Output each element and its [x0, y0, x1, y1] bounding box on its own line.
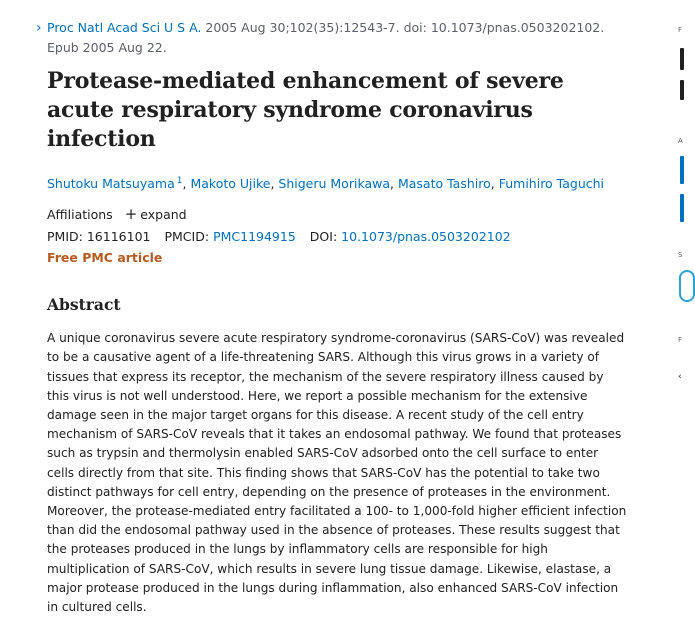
pmcid-link[interactable]: PMC1194915 [213, 229, 296, 245]
sidebar-letter: F [678, 336, 683, 344]
sidebar-button-dark[interactable] [680, 80, 684, 100]
author-link[interactable]: Shigeru Morikawa [278, 176, 391, 192]
citation [36, 18, 627, 57]
article-title: Protease-mediated enhancement of severe acute respiratory syndrome coronavirus infection [47, 68, 564, 152]
affiliation-ref[interactable]: 1 [176, 176, 183, 186]
sidebar-letter: A [678, 137, 683, 145]
pmid-value: 16116101 [86, 229, 151, 245]
affiliations-row [47, 205, 627, 224]
pmid-label: PMID: [47, 229, 83, 245]
abstract-text: A unique coronavirus severe acute respiratory syndrome-coronavirus (SARS-CoV) was revealed to be a causative agent of a life-threatening SARS. Although this virus grows in a variety of tissues that express its receptor, the mechanism of the severe respiratory illness caused by this virus is not well understood. Here, we report a possible mechanism for the extensive damage seen in the major target organs for this disease. A recent study of the cell entry mechanism of SARS-CoV reveals that it takes an endosomal pathway. We found that proteases such as trypsin and thermolysin enabled SARS-CoV adsorbed onto the cell surface to enter cells directly from that site. This finding shows that SARS-CoV has the potential to take two distinct pathways for cell entry, depending on the presence of proteases in the environment. Moreover, the protease-mediated entry facilitated a 100- to 1,000-fold higher efficient infection than did the endosomal pathway used in the absence of proteases. These results suggest that the proteases produced in the lungs by inflammatory cells are responsible for high multiplication of SARS-CoV, which results in severe lung tissue damage. Likewise, elastase, a major protease produced in the lungs during inflammation, also enhanced SARS-CoV infection in cultured cells. [47, 331, 627, 614]
expand-label: expand [140, 207, 187, 223]
sidebar-letter: S [678, 251, 683, 259]
article-main [36, 18, 627, 617]
sidebar-letter: F [678, 26, 683, 34]
plus-icon: + [124, 205, 138, 224]
author-link[interactable]: Fumihiro Taguchi [498, 176, 605, 192]
author-link[interactable]: Makoto Ujike [190, 176, 271, 192]
author-link[interactable]: Masato Tashiro [397, 176, 491, 192]
affiliations-label: Affiliations [47, 207, 113, 223]
share-icon[interactable] [679, 270, 695, 302]
doi-label: DOI: [309, 229, 338, 245]
citation-details: 2005 Aug 30;102(35):12543-7. doi: 10.1073/pnas.0503202102. [205, 20, 605, 35]
journal-link[interactable]: Proc Natl Acad Sci U S A. [47, 20, 202, 35]
pmcid-label: PMCID: [164, 229, 210, 245]
sidebar-button-blue[interactable] [680, 194, 684, 222]
free-pmc-badge[interactable]: Free PMC article [47, 250, 163, 266]
author-separator: , [270, 176, 279, 192]
expand-affiliations-button[interactable] [125, 207, 187, 222]
epub-date: Epub 2005 Aug 22. [47, 40, 167, 55]
author-link[interactable]: Shutoku Matsuyama [47, 176, 175, 192]
chevron-right-icon[interactable]: › [36, 20, 42, 36]
doi-link[interactable]: 10.1073/pnas.0503202102 [341, 229, 511, 245]
identifiers-row [47, 228, 627, 246]
sidebar-button-blue[interactable] [680, 156, 684, 184]
author-list [47, 172, 627, 193]
sidebar-button-dark[interactable] [680, 48, 684, 70]
author-separator: , [182, 176, 191, 192]
author-separator: , [490, 176, 499, 192]
abstract-heading: Abstract [47, 295, 121, 315]
right-sidebar [676, 0, 684, 579]
sidebar-chevron-icon[interactable]: ‹ [678, 372, 682, 382]
author-separator: , [390, 176, 398, 192]
